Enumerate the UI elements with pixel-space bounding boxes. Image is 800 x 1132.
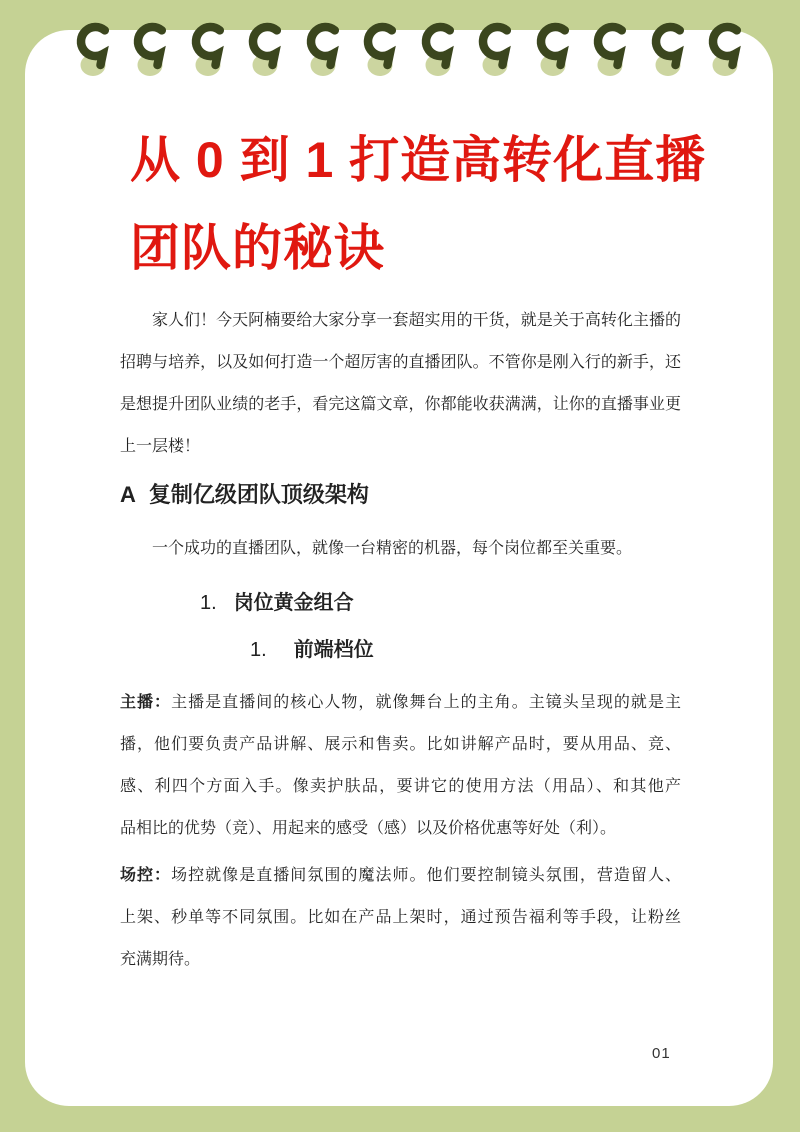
spiral-ring-icon xyxy=(306,18,346,88)
spiral-ring-icon xyxy=(708,18,748,88)
spiral-ring-icon xyxy=(421,18,461,88)
intro-line: 上一层楼！ xyxy=(120,438,201,455)
title-line-1: 从 0 到 1 打造高转化直播 xyxy=(130,132,707,188)
spiral-ring-icon xyxy=(593,18,633,88)
spiral-ring-icon xyxy=(478,18,518,88)
intro-line: 是想提升团队业绩的老手，看完这篇文章，你都能收获满满，让你的直播事业更 xyxy=(120,396,681,413)
spiral-binding xyxy=(0,0,800,110)
intro-line: 招聘与培养，以及如何打造一个超厉害的直播团队。不管你是刚入行的新手，还 xyxy=(120,354,681,371)
list-item-positions-combo xyxy=(200,589,354,617)
role-line: 充满期待。 xyxy=(120,951,201,968)
role-lead: 场控： xyxy=(120,867,172,884)
role-line: 品相比的优势（竞）、用起来的感受（感）以及价格优惠等好处（利）。 xyxy=(120,820,617,837)
role-paragraph-controller xyxy=(120,855,681,981)
spiral-ring-icon xyxy=(248,18,288,88)
spiral-ring-icon xyxy=(191,18,231,88)
title-line-2: 团队的秘诀 xyxy=(130,220,385,276)
role-line: 感、利四个方面入手。像卖护肤品，要讲它的使用方法（用品）、和其他产 xyxy=(120,778,681,795)
role-line: 上架、秒单等不同氛围。比如在产品上架时，通过预告福利等手段，让粉丝 xyxy=(120,909,681,926)
spiral-ring-icon xyxy=(651,18,691,88)
section-intro: 一个成功的直播团队，就像一台精密的机器，每个岗位都至关重要。 xyxy=(152,540,633,557)
intro-paragraph xyxy=(120,300,681,468)
list-label: 岗位黄金组合 xyxy=(233,592,354,614)
role-lead: 主播： xyxy=(120,694,172,711)
role-paragraph-host xyxy=(120,682,681,850)
role-line: 播，他们要负责产品讲解、展示和售卖。比如讲解产品时，要从用品、竞、 xyxy=(120,736,681,753)
section-heading xyxy=(120,480,369,510)
spiral-ring-icon xyxy=(363,18,403,88)
list-item-frontend-positions xyxy=(250,636,374,664)
intro-line: 家人们！今天阿楠要给大家分享一套超实用的干货，就是关于高转化主播的 xyxy=(152,312,681,329)
role-line: 场控：场控就像是直播间氛围的魔法师。他们要控制镜头氛围，营造留人、 xyxy=(120,867,681,884)
spiral-ring-icon xyxy=(76,18,116,88)
page-number: 01 xyxy=(652,1045,671,1062)
page-title xyxy=(130,116,706,292)
list-marker: 1. xyxy=(250,639,267,661)
section-heading-text: 复制亿级团队顶级架构 xyxy=(148,482,369,507)
section-heading-marker: A xyxy=(120,482,136,507)
role-line: 主播：主播是直播间的核心人物，就像舞台上的主角。主镜头呈现的就是主 xyxy=(120,694,681,711)
spiral-ring-icon xyxy=(133,18,173,88)
list-marker: 1. xyxy=(200,592,217,614)
spiral-ring-icon xyxy=(536,18,576,88)
list-label: 前端档位 xyxy=(293,639,374,661)
